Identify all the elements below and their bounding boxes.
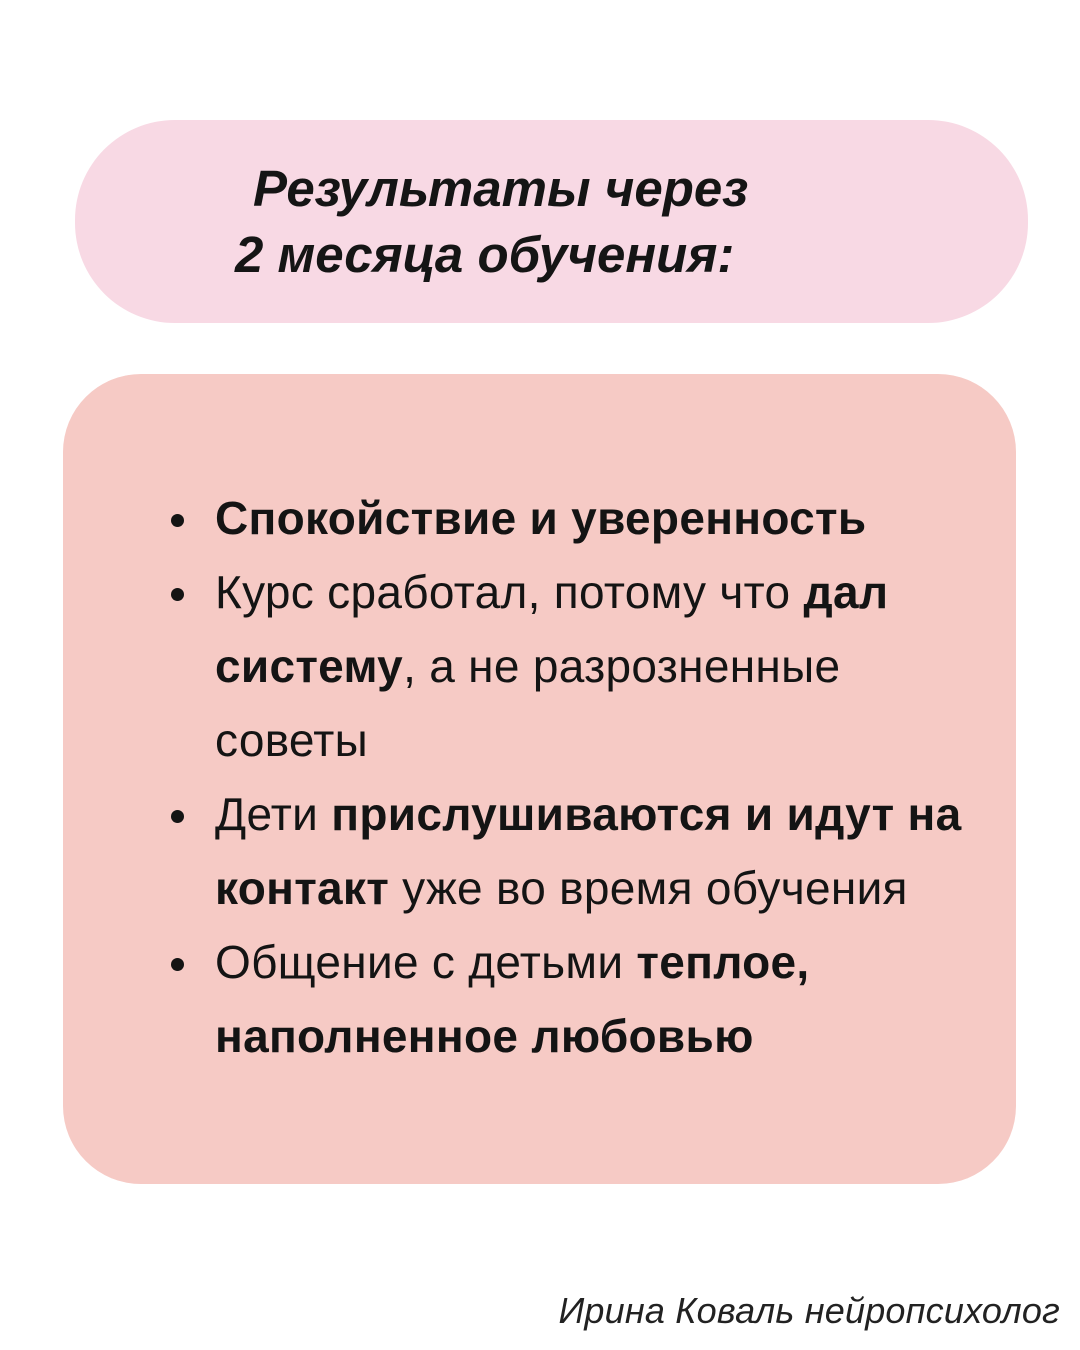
result-item-contact bbox=[215, 777, 996, 925]
bullet-icon bbox=[171, 810, 184, 823]
result-text-emphasis: дал систему bbox=[215, 566, 889, 692]
result-text: , а не разрозненные советы bbox=[215, 640, 841, 766]
result-text: Спокойствие и уверенность bbox=[215, 492, 867, 544]
title-line-1: Результаты через bbox=[253, 160, 749, 217]
result-item-warmth bbox=[215, 925, 996, 1073]
result-item-system bbox=[215, 555, 996, 777]
result-text-emphasis: теплое, наполненное любовью bbox=[215, 936, 810, 1062]
result-text: Дети bbox=[215, 788, 332, 840]
results-list bbox=[215, 481, 996, 1073]
result-item-calm bbox=[215, 481, 996, 555]
result-text: Общение с детьми bbox=[215, 936, 637, 988]
result-text: уже во время обучения bbox=[389, 862, 908, 914]
result-text: Курс сработал, потому что bbox=[215, 566, 804, 618]
results-card bbox=[63, 374, 1016, 1184]
author-signature: Ирина Коваль нейропсихолог bbox=[558, 1290, 1060, 1331]
title-line-2: 2 месяца обучения: bbox=[235, 226, 735, 283]
result-text-emphasis: прислушиваются и идут на контакт bbox=[215, 788, 962, 914]
title-card bbox=[75, 120, 1028, 323]
bullet-icon bbox=[171, 588, 184, 601]
bullet-icon bbox=[171, 514, 184, 527]
bullet-icon bbox=[171, 958, 184, 971]
